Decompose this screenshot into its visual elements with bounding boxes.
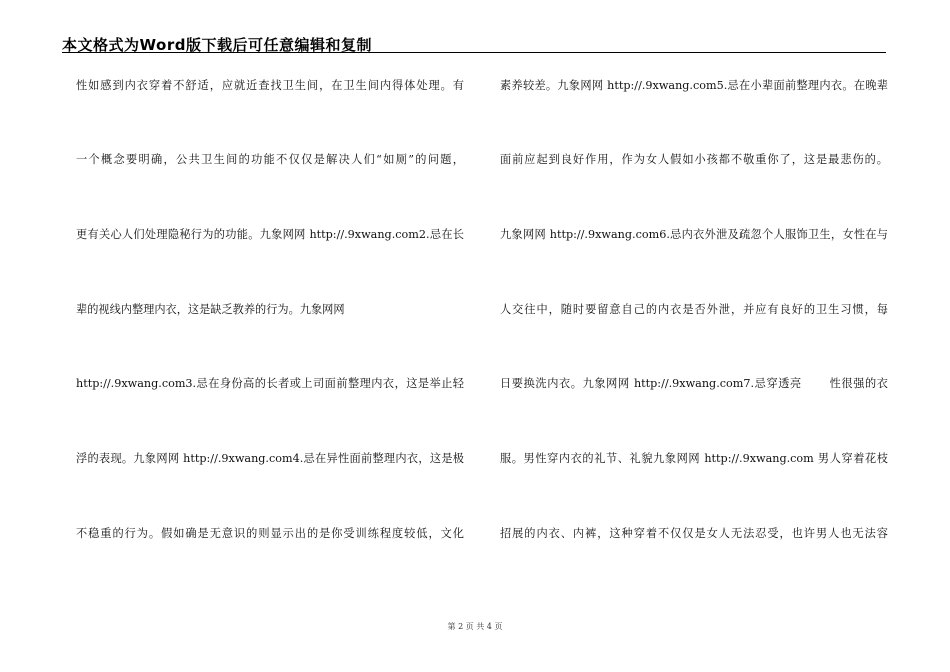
text-line: 不稳重的行为。假如确是无意识的则显示出的是你受训练程度较低，文化 <box>76 527 464 540</box>
text-line: 辈的视线内整理内衣，这是缺乏教养的行为。九象网网 <box>76 303 345 316</box>
text-line: 一个概念要明确，公共卫生间的功能不仅仅是解决人们“如厕”的问题， <box>76 153 464 166</box>
text-line: 招展的内衣、内裤，这种穿着不仅仅是女人无法忍受，也许男人也无法容 <box>500 527 888 540</box>
text-line: 九象网网 http://.9xwang.com6.忌内衣外泄及疏忽个人服饰卫生，女性在与 <box>500 228 888 241</box>
text-line: 日要换洗内衣。九象网网 http://.9xwang.com7.忌穿透亮 性很强的衣 <box>500 377 888 390</box>
text-line: 素养较差。九象网网 http://.9xwang.com5.忌在小辈面前整理内衣。在晚辈 <box>500 79 888 92</box>
header-divider <box>62 52 886 53</box>
text-line: 性如感到内衣穿着不舒适，应就近查找卫生间，在卫生间内得体处理。有 <box>76 79 464 92</box>
text-line: 服。男性穿内衣的礼节、礼貌九象网网 http://.9xwang.com 男人穿着花枝 <box>500 452 888 465</box>
text-line: 面前应起到良好作用，作为女人假如小孩都不敬重你了，这是最悲伤的。 <box>500 153 888 166</box>
text-line: http://.9xwang.com3.忌在身份高的长者或上司面前整理内衣，这是举止轻 <box>76 377 464 390</box>
text-line: 人交往中，随时要留意自己的内衣是否外泄，并应有良好的卫生习惯，每 <box>500 303 888 316</box>
page-number: 第 2 页 共 4 页 <box>447 622 503 631</box>
document-header-title: 本文格式为Word版下载后可任意编辑和复制 <box>62 36 372 54</box>
text-line: 更有关心人们处理隐秘行为的功能。九象网网 http://.9xwang.com2.忌在长 <box>76 228 464 241</box>
text-line: 浮的表现。九象网网 http://.9xwang.com4.忌在异性面前整理内衣，这是极 <box>76 452 464 465</box>
